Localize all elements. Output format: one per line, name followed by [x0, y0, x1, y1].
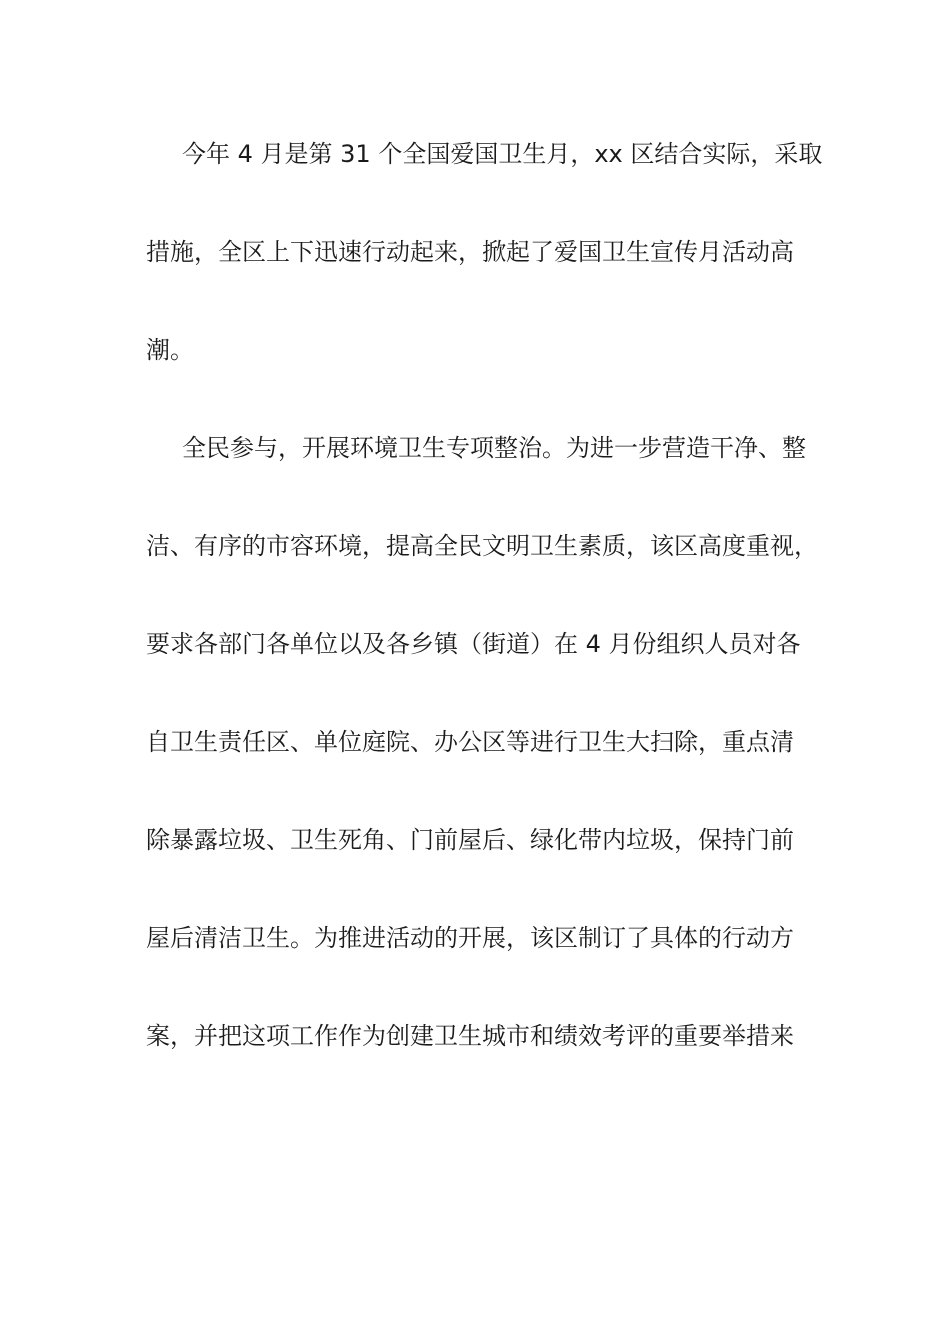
- paragraph-1-line-3: 潮。: [146, 336, 194, 364]
- paragraph-2-line-4: 自卫生责任区、单位庭院、办公区等进行卫生大扫除，重点清: [146, 728, 794, 756]
- paragraph-2-line-5: 除暴露垃圾、卫生死角、门前屋后、绿化带内垃圾，保持门前: [146, 826, 794, 854]
- paragraph-2-line-1: 全民参与，开展环境卫生专项整治。为进一步营造干净、整: [182, 434, 806, 462]
- paragraph-1-line-1: 今年 4 月是第 31 个全国爱国卫生月，xx 区结合实际，采取: [182, 140, 823, 168]
- paragraph-2-line-3: 要求各部门各单位以及各乡镇（街道）在 4 月份组织人员对各: [146, 630, 801, 658]
- paragraph-1-line-2: 措施，全区上下迅速行动起来，掀起了爱国卫生宣传月活动高: [146, 238, 794, 266]
- document-body: [146, 130, 826, 1110]
- paragraph-2-line-2: 洁、有序的市容环境，提高全民文明卫生素质，该区高度重视，: [146, 532, 818, 560]
- paragraph-2-line-7: 案，并把这项工作作为创建卫生城市和绩效考评的重要举措来: [146, 1022, 794, 1050]
- paragraph-2-line-6: 屋后清洁卫生。为推进活动的开展，该区制订了具体的行动方: [146, 924, 794, 952]
